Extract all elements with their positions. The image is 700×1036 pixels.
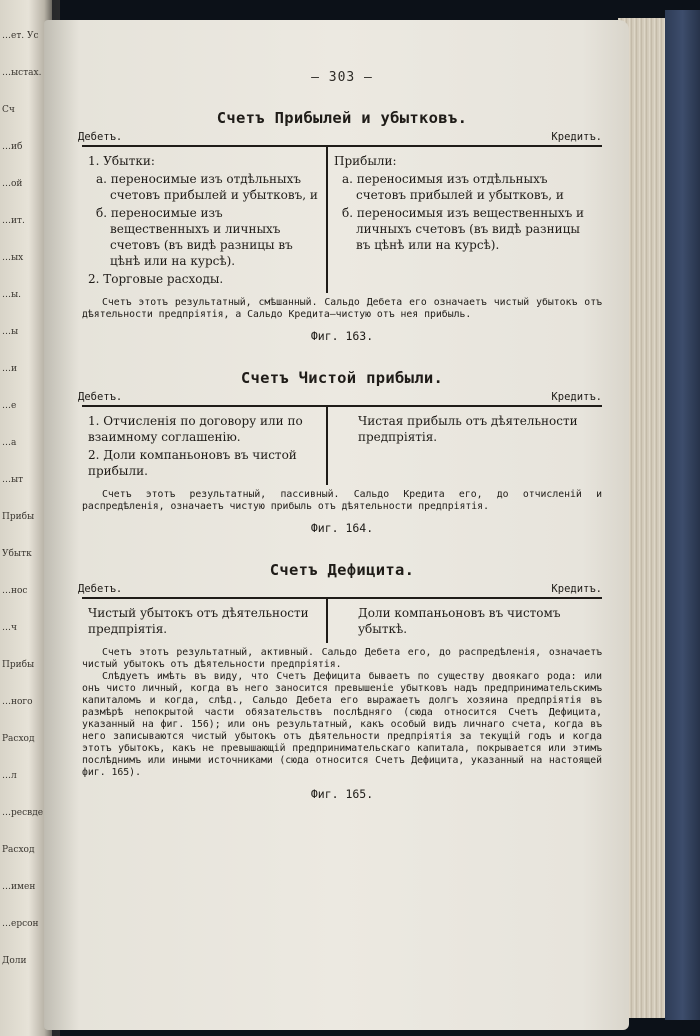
- account-note: [82, 647, 602, 779]
- book-cover: [665, 10, 700, 1020]
- list-item: 2. Торговые расходы.: [88, 272, 224, 286]
- left-page-text-fragment: Сч: [2, 105, 15, 115]
- page-number: — 303 —: [311, 70, 373, 85]
- account-title: Счетъ Чистой прибыли.: [240, 369, 444, 387]
- left-page-text-fragment: …ерсон: [2, 919, 39, 929]
- credit-column: [328, 147, 602, 293]
- debit-column: [82, 599, 328, 643]
- t-account: [82, 145, 602, 293]
- left-page-text-fragment: …ыт: [2, 475, 24, 485]
- debit-column: [82, 147, 328, 293]
- list-item: Чистый убытокъ отъ дѣятельности предпріятія.: [88, 606, 309, 636]
- list-item: Чистая прибыль отъ дѣятельности предпріятія.: [358, 414, 578, 444]
- left-page-text-fragment: …иб: [2, 142, 23, 152]
- figure-caption: Фиг. 163.: [310, 329, 374, 343]
- note-paragraph: Счетъ этотъ результатный, активный. Сальдо Дебета его, до распредѣленія, означаетъ чистый убытокъ отъ дѣятельности предпріятія.: [82, 647, 602, 670]
- account-note: [82, 297, 602, 321]
- list-item: 1. Убытки:: [88, 154, 155, 168]
- credit-label: Кредитъ.: [551, 131, 602, 143]
- note-paragraph: Счетъ этотъ результатный, пассивный. Сальдо Кредита его, до отчисленій и распредѣленія, означаетъ чистую прибыль отъ дѣятельности предпріятія.: [82, 489, 602, 512]
- left-page-text-fragment: Прибы: [2, 660, 35, 670]
- list-item: Прибыли:: [334, 154, 397, 168]
- list-item: 1. Отчисленія по договору или по взаимному соглашенію.: [88, 414, 303, 444]
- list-subitem: б. переносимыя изъ вещественныхъ и личныхъ счетовъ (въ видѣ разницы въ цѣнѣ или на курсѣ).: [342, 206, 585, 252]
- debit-label: Дебетъ.: [78, 131, 123, 143]
- account-note: [82, 489, 602, 513]
- left-page-text-fragment: …е: [2, 401, 17, 411]
- figure-caption: Фиг. 165.: [310, 787, 374, 801]
- left-page-text-fragment: …ы: [2, 327, 19, 337]
- left-page-text-fragment: …ет. Ус: [2, 31, 39, 41]
- account-deficit: [78, 561, 602, 801]
- debit-label: Дебетъ.: [78, 583, 123, 595]
- t-account: [82, 405, 602, 485]
- debit-column: [82, 407, 328, 485]
- list-subitem: а. переносимые изъ отдѣльныхъ счетовъ прибылей и убытковъ, и: [96, 172, 318, 202]
- credit-column: [328, 599, 602, 643]
- left-page-text-fragment: …ых: [2, 253, 24, 263]
- note-paragraph: Счетъ этотъ результатный, смѣшанный. Сальдо Дебета его означаетъ чистый убытокъ отъ дѣятельности предпріятія, а Сальдо Кредита—чистую отъ нея прибыль.: [82, 297, 602, 320]
- left-page-text-fragment: Доли: [2, 956, 27, 966]
- left-page-text-fragment: …ы.: [2, 290, 22, 300]
- debit-credit-row: [78, 583, 602, 595]
- figure-caption: Фиг. 164.: [310, 521, 374, 535]
- left-page-text-fragment: …ой: [2, 179, 23, 189]
- list-subitem: а. переносимыя изъ отдѣльныхъ счетовъ прибылей и убытковъ, и: [342, 172, 564, 202]
- left-page-text-fragment: Расход: [2, 845, 35, 855]
- left-page-text-fragment: …нос: [2, 586, 28, 596]
- left-page-text-fragment: …ит.: [2, 216, 25, 226]
- debit-credit-row: [78, 391, 602, 403]
- credit-label: Кредитъ.: [551, 583, 602, 595]
- list-subitem: б. переносимые изъ вещественныхъ и личныхъ счетовъ (въ видѣ разницы въ цѣнѣ или на курсѣ).: [96, 206, 293, 268]
- list-item: 2. Доли компаньоновъ въ чистой прибыли.: [88, 448, 297, 478]
- account-net-profit: [78, 369, 602, 535]
- left-page-text-fragment: …а: [2, 438, 17, 448]
- left-page-text-fragment: …ного: [2, 697, 33, 707]
- left-page-text-fragment: Расход: [2, 734, 35, 744]
- left-page-text-fragment: …имен: [2, 882, 36, 892]
- note-paragraph: Слѣдуетъ имѣть въ виду, что Счетъ Дефицита бываетъ по существу двоякаго рода: или онъ чисто личный, когда въ него заносится превышеніе убытковъ надъ предпринимательскимъ капиталомъ и когда, слѣд., Сальдо Дебета его выражаетъ долгъ хозяина предпріятія въ размѣрѣ непокрытой части обязательствъ послѣдняго (сюда относится Счетъ Дефицита, указанный на фиг. 156); или онъ результатный, какъ особый видъ личнаго счета, когда въ него записываются чистый убытокъ отъ дѣятельности предпріятія за текущій годъ и когда этотъ убытокъ, какъ не превышающій предпринимательскаго капитала, покрывается или этимъ послѣднимъ или иными источниками (сюда относится Счетъ Дефицита, указанный на настоящей фиг. 165).: [82, 671, 602, 778]
- debit-credit-row: [78, 131, 602, 143]
- credit-column: [328, 407, 602, 485]
- credit-label: Кредитъ.: [551, 391, 602, 403]
- debit-label: Дебетъ.: [78, 391, 123, 403]
- left-page-text-fragment: Прибы: [2, 512, 35, 522]
- account-title: Счетъ Дефицита.: [269, 561, 415, 579]
- account-profit-loss: [78, 109, 602, 343]
- account-title: Счетъ Прибылей и убытковъ.: [216, 109, 468, 127]
- left-page-text-fragment: …ресвде: [2, 808, 44, 818]
- left-page-text-fragment: …ыстах.: [2, 68, 42, 78]
- left-page-text-fragment: …ч: [2, 623, 17, 633]
- left-page-text-fragment: …и: [2, 364, 17, 374]
- left-page-text-fragment: Убытк: [2, 549, 32, 559]
- book-page: [44, 20, 629, 1030]
- list-item: Доли компаньоновъ въ чистомъ убыткѣ.: [358, 606, 561, 636]
- t-account: [82, 597, 602, 643]
- page-content: [78, 70, 602, 801]
- left-page-text-fragment: …л: [2, 771, 17, 781]
